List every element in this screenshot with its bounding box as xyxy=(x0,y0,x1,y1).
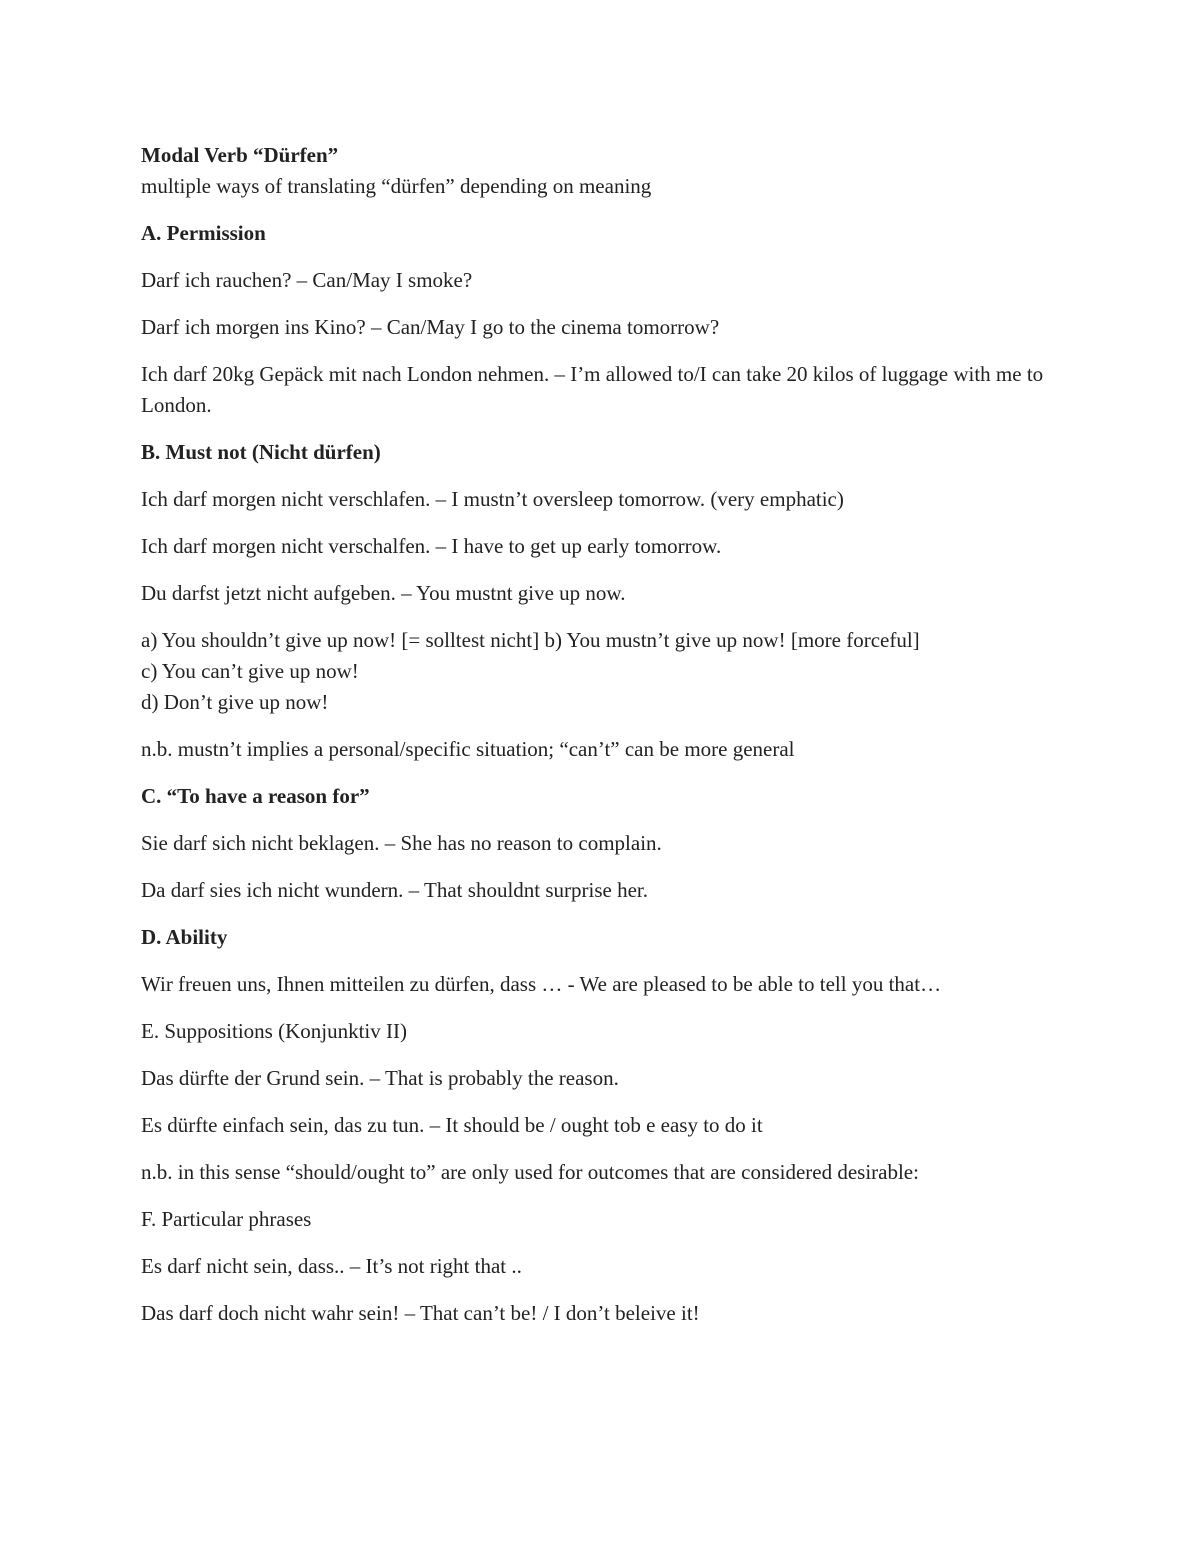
page-subtitle: multiple ways of translating “dürfen” depending on meaning xyxy=(141,174,652,198)
document-body xyxy=(141,140,1061,1329)
section-a-line: Ich darf 20kg Gepäck mit nach London nehmen. – I’m allowed to/I can take 20 kilos of luggage with me to London. xyxy=(141,362,1044,417)
section-e-heading: E. Suppositions (Konjunktiv II) xyxy=(141,1019,407,1043)
section-b-option: a) You shouldn’t give up now! [= solltest nicht] b) You mustn’t give up now! [more forceful] xyxy=(141,628,920,652)
section-a-line: Darf ich rauchen? – Can/May I smoke? xyxy=(141,268,473,292)
section-b-line: Du darfst jetzt nicht aufgeben. – You mustnt give up now. xyxy=(141,581,626,605)
section-f-line: Das darf doch nicht wahr sein! – That can’t be! / I don’t beleive it! xyxy=(141,1301,700,1325)
section-a-line: Darf ich morgen ins Kino? – Can/May I go to the cinema tomorrow? xyxy=(141,315,720,339)
section-a-heading: A. Permission xyxy=(141,221,266,245)
section-f-line: Es darf nicht sein, dass.. – It’s not right that .. xyxy=(141,1254,522,1278)
section-b-line: Ich darf morgen nicht verschlafen. – I mustn’t oversleep tomorrow. (very emphatic) xyxy=(141,487,844,511)
section-c-line: Da darf sies ich nicht wundern. – That shouldnt surprise her. xyxy=(141,878,649,902)
section-b-option: d) Don’t give up now! xyxy=(141,690,329,714)
section-e-line: Das dürfte der Grund sein. – That is probably the reason. xyxy=(141,1066,619,1090)
section-e-note: n.b. in this sense “should/ought to” are only used for outcomes that are considered desirable: xyxy=(141,1160,919,1184)
section-b-line: Ich darf morgen nicht verschalfen. – I have to get up early tomorrow. xyxy=(141,534,722,558)
section-f-heading: F. Particular phrases xyxy=(141,1207,312,1231)
section-b-option: c) You can’t give up now! xyxy=(141,659,359,683)
section-c-heading: C. “To have a reason for” xyxy=(141,784,370,808)
section-d-line: Wir freuen uns, Ihnen mitteilen zu dürfen, dass … - We are pleased to be able to tell you that… xyxy=(141,972,942,996)
section-e-line: Es dürfte einfach sein, das zu tun. – It should be / ought tob e easy to do it xyxy=(141,1113,763,1137)
section-d-heading: D. Ability xyxy=(141,925,228,949)
section-b-note: n.b. mustn’t implies a personal/specific situation; “can’t” can be more general xyxy=(141,737,795,761)
section-b-heading: B. Must not (Nicht dürfen) xyxy=(141,440,381,464)
page-title: Modal Verb “Dürfen” xyxy=(141,143,339,167)
section-c-line: Sie darf sich nicht beklagen. – She has no reason to complain. xyxy=(141,831,662,855)
